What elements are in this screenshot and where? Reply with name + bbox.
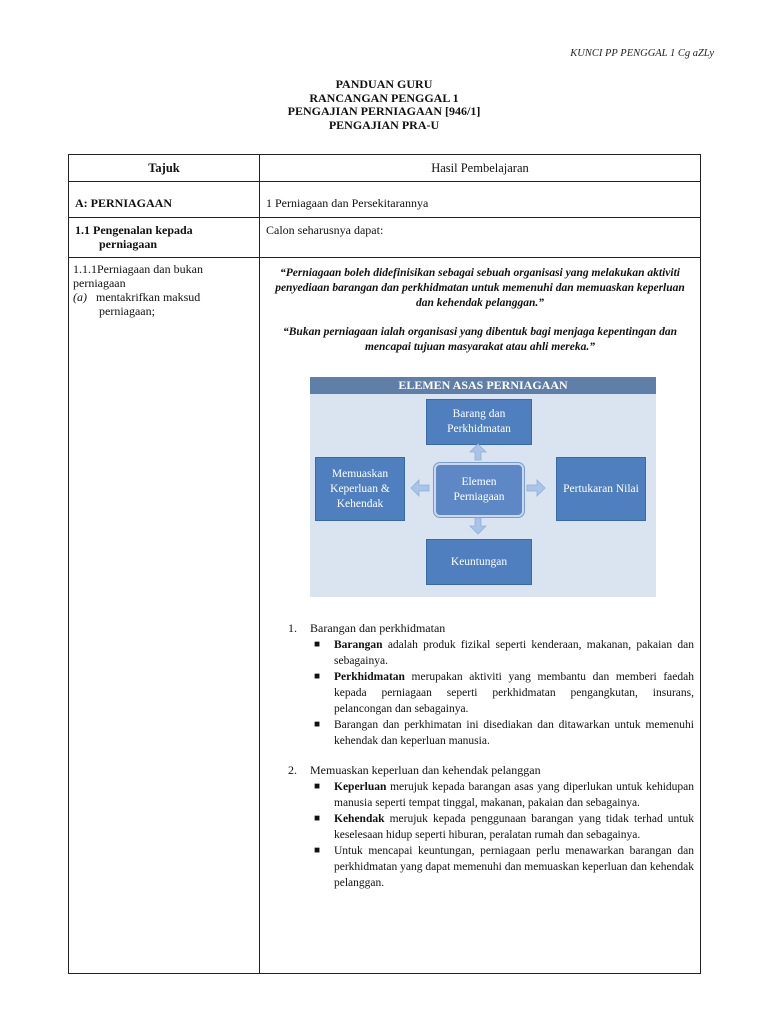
subtopic-cell: [69, 218, 260, 258]
content-cell: [260, 258, 701, 974]
bullet-term: Barangan: [334, 639, 383, 651]
objective-cell: [69, 258, 260, 974]
outcome-label: 1 Perniagaan dan Persekitarannya: [266, 196, 429, 210]
bullet-term: Perkhidmatan: [334, 671, 405, 683]
bullet-list: [310, 779, 700, 891]
bullet-text: merujuk kepada barangan asas yang diperlukan untuk kehidupan manusia seperti tempat tinggal, makanan, pakaian dan sebagainya.: [334, 781, 694, 809]
intro-cell: [260, 218, 701, 258]
title-line-1: PANDUAN GURU: [335, 77, 433, 91]
bullet-text: merujuk kepada penggunaan barangan yang tidak terhad untuk keselesaan hidup seperti hiburan, peralatan rumah dan sebagainya.: [334, 813, 694, 841]
diagram-box-business-elements: Elemen Perniagaan: [434, 463, 524, 517]
bullet-item: [310, 669, 700, 717]
subtopic-heading: [69, 218, 259, 257]
bullet-icon: ■: [314, 781, 321, 792]
objective-line-2: perniagaan: [73, 276, 126, 290]
lesson-plan-table: [68, 154, 701, 974]
definition-quote-nonbusiness: “Bukan perniagaan ialah organisasi yang dibentuk bagi menjaga kepentingan dan mencapai tujuan masyarakat atau ahli mereka.”: [283, 326, 677, 353]
bullet-icon: ■: [314, 813, 321, 824]
column-header-hasil: Hasil Pembelajaran: [260, 155, 701, 182]
objective-line-4: perniagaan;: [99, 304, 155, 318]
bullet-text: merupakan aktiviti yang membantu dan memberi faedah kepada perniagaan seperti perkhidmatan pengangkutan, insurans, pelancongan dan sebagainya.: [334, 671, 694, 715]
arrow-right-icon: [526, 479, 546, 497]
diagram-box-satisfy-needs: Memuaskan Keperluan & Kehendak: [315, 457, 405, 521]
diagram-title: ELEMEN ASAS PERNIAGAAN: [310, 377, 656, 394]
arrow-up-icon: [469, 443, 487, 461]
definition-quote-business: “Perniagaan boleh didefinisikan sebagai sebuah organisasi yang melakukan aktiviti penyediaan barangan dan perkhidmatan untuk memenuhi dan memuaskan keperluan dan kehendak pelanggan.”: [275, 267, 685, 309]
business-elements-diagram: [310, 377, 656, 597]
section-title: [288, 621, 700, 635]
section-title-text: Barangan dan perkhidmatan: [310, 621, 446, 635]
bullet-list: [310, 637, 700, 749]
intro-text: Calon seharusnya dapat:: [266, 223, 384, 237]
bullet-icon: ■: [314, 671, 321, 682]
objective-list: [69, 258, 259, 322]
bullet-text: Untuk mencapai keuntungan, perniagaan perlu menawarkan barangan dan perkhidmatan yang dapat memenuhi dan memuaskan keperluan dan kehendak pelanggan.: [334, 845, 694, 889]
arrow-left-icon: [410, 479, 430, 497]
bullet-text: adalah produk fizikal seperti kenderaan, makanan, pakaian dan sebagainya.: [334, 639, 694, 667]
bullet-item: [310, 811, 700, 843]
bullet-term: Kehendak: [334, 813, 385, 825]
diagram-box-profit: Keuntungan: [426, 539, 532, 585]
diagram-box-value-exchange: Pertukaran Nilai: [556, 457, 646, 521]
objective-marker: (a): [73, 290, 87, 304]
outcome-cell: [260, 182, 701, 218]
bullet-text: Barangan dan perkhimatan ini disediakan dan ditawarkan untuk memenuhi kehendak dan keperluan manusia.: [334, 719, 694, 747]
bullet-icon: ■: [314, 845, 321, 856]
bullet-icon: ■: [314, 639, 321, 650]
section-number: 2.: [288, 763, 297, 777]
title-line-3: PENGAJIAN PERNIAGAAN [946/1]: [287, 104, 481, 118]
title-line-2: RANCANGAN PENGGAL 1: [309, 90, 459, 105]
bullet-item: [310, 843, 700, 891]
section-needs-wants: [288, 763, 700, 891]
explanation-list: [260, 621, 700, 891]
section-number: 1.: [288, 621, 297, 635]
bullet-icon: ■: [314, 719, 321, 730]
document-title: [0, 78, 768, 132]
title-line-4: PENGAJIAN PRA-U: [328, 117, 440, 132]
column-header-tajuk: Tajuk: [69, 155, 260, 182]
objective-line-3: mentakrifkan maksud: [96, 290, 201, 304]
subtopic-line-2: perniagaan: [99, 237, 158, 251]
topic-label: A: PERNIAGAAN: [75, 196, 172, 210]
bullet-item: [310, 717, 700, 749]
objective-line-1: 1.1.1Perniagaan dan bukan: [73, 262, 203, 276]
arrow-down-icon: [469, 517, 487, 535]
bullet-term: Keperluan: [334, 781, 387, 793]
diagram-box-goods-services: Barang dan Perkhidmatan: [426, 399, 532, 445]
topic-cell: [69, 182, 260, 218]
header-note: KUNCI PP PENGGAL 1 Cg aZLy: [570, 48, 714, 59]
section-title: [288, 763, 700, 777]
section-title-text: Memuaskan keperluan dan kehendak pelanggan: [310, 763, 541, 777]
bullet-item: [310, 637, 700, 669]
bullet-item: [310, 779, 700, 811]
subtopic-line-1: 1.1 Pengenalan kepada: [75, 223, 193, 237]
section-goods-services: [288, 621, 700, 749]
